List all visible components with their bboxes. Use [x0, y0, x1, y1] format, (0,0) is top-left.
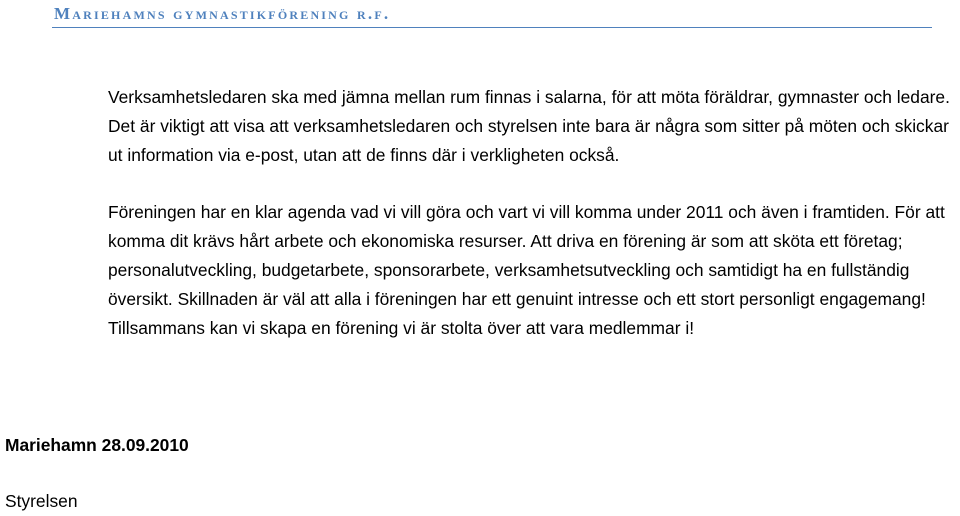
organization-title: Mariehamns gymnastikförening r.f. [54, 4, 391, 23]
text-line: Tillsammans kan vi skapa en förening vi är stolta över att vara medlemmar i! [108, 318, 695, 338]
text-line: Verksamhetsledaren ska med jämna mellan rum finnas i salarna, för att möta föräldrar, gymnaster och ledare. [108, 87, 950, 107]
paragraph-agenda [108, 198, 945, 343]
text-line: Föreningen har en klar agenda vad vi vill göra och vart vi vill komma under 2011 och även i framtiden. För att [108, 202, 945, 222]
header-divider [52, 27, 932, 28]
place-and-date: Mariehamn 28.09.2010 [5, 435, 189, 455]
text-line: komma dit krävs hårt arbete och ekonomiska resurser. Att driva en förening är som att sköta ett företag; [108, 231, 903, 251]
text-line: personalutveckling, budgetarbete, sponsorarbete, verksamhetsutveckling och samtidigt ha en fullständig [108, 260, 910, 280]
text-line: ut information via e-post, utan att de finns där i verkligheten också. [108, 145, 620, 165]
text-line: Det är viktigt att visa att verksamhetsledaren och styrelsen inte bara är några som sitter på möten och skickar [108, 116, 949, 136]
text-line: översikt. Skillnaden är väl att alla i föreningen har ett genuint intresse och ett stort personligt engagemang! [108, 289, 926, 309]
signer-name: Styrelsen [5, 491, 78, 511]
paragraph-staff-presence [108, 83, 950, 170]
page-header [0, 0, 960, 30]
